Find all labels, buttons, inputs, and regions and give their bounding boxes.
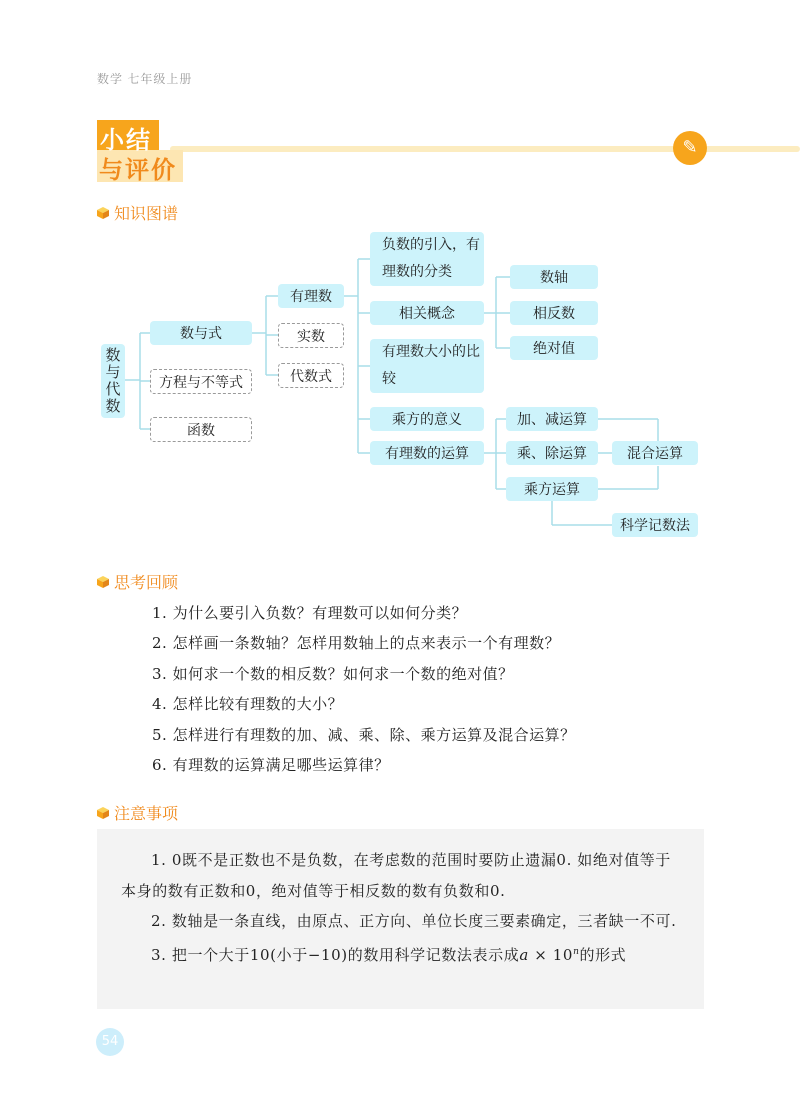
map-node-mixed: 混合运算 — [612, 441, 698, 465]
page-title-line1: 小结 — [100, 126, 152, 154]
section-title: 注意事项 — [114, 804, 179, 823]
list-item: 5. 怎样进行有理数的加、减、乘、除、乘方运算及混合运算？ — [152, 725, 576, 744]
review-question-list — [152, 598, 576, 780]
map-node-opposite: 相反数 — [510, 301, 598, 325]
math-var-n: n — [573, 946, 580, 957]
map-node-power-meaning: 乘方的意义 — [370, 407, 484, 431]
map-node-compare: 有理数大小的比较 — [370, 339, 484, 393]
map-node-equations: 方程与不等式 — [150, 369, 252, 394]
cube-icon — [96, 806, 110, 820]
list-item: 3. 如何求一个数的相反数？如何求一个数的绝对值？ — [152, 664, 514, 683]
section-title: 思考回顾 — [114, 573, 179, 592]
map-node-shu-yu-shi: 数与式 — [150, 321, 252, 345]
map-node-operations: 有理数的运算 — [370, 441, 484, 465]
list-item: 2. 怎样画一条数轴？怎样用数轴上的点来表示一个有理数？ — [152, 634, 561, 653]
list-item: 6. 有理数的运算满足哪些运算律？ — [152, 756, 390, 775]
note-paragraph: 3. 把一个大于10(小于−10)的数用科学记数法表示成$a \times 10^n$的形式 — [151, 945, 627, 964]
map-node-negative-intro: 负数的引入，有理数的分类 — [370, 232, 484, 286]
note-paragraph: 1. 0既不是正数也不是负数，在考虑数的范围时要防止遗漏0. 如绝对值等于本身的数有正数和0，绝对值等于相反数的数有负数和0. — [121, 851, 671, 900]
map-node-scientific: 科学记数法 — [612, 513, 698, 537]
map-node-add-sub: 加、减运算 — [506, 407, 598, 431]
notes-box — [97, 829, 704, 1009]
map-node-functions: 函数 — [150, 417, 252, 442]
map-node-rational: 有理数 — [278, 284, 344, 308]
map-node-number-line: 数轴 — [510, 265, 598, 289]
map-node-algebraic: 代数式 — [278, 363, 344, 388]
map-node-absolute: 绝对值 — [510, 336, 598, 360]
list-item: 4. 怎样比较有理数的大小？ — [152, 695, 344, 714]
section-review — [96, 570, 178, 593]
list-item: 1. 为什么要引入负数？有理数可以如何分类？ — [152, 604, 468, 622]
pencil-note-icon: ✎ — [673, 131, 707, 165]
page-title-line2: 与评价 — [99, 156, 177, 184]
book-header: 数学 七年级上册 — [97, 72, 193, 86]
page-number: 54 — [96, 1028, 124, 1056]
section-notes — [96, 801, 178, 824]
map-node-mul-div: 乘、除运算 — [506, 441, 598, 465]
section-title: 知识图谱 — [114, 204, 179, 223]
cube-icon — [96, 575, 110, 589]
note-paragraph: 2. 数轴是一条直线，由原点、正方向、单位长度三要素确定，三者缺一不可. — [151, 912, 677, 930]
map-node-real: 实数 — [278, 323, 344, 348]
map-node-concepts: 相关概念 — [370, 301, 484, 325]
map-node-power-op: 乘方运算 — [506, 477, 598, 501]
map-root: 数与代数 — [101, 344, 125, 418]
math-var-a: a — [519, 945, 529, 964]
